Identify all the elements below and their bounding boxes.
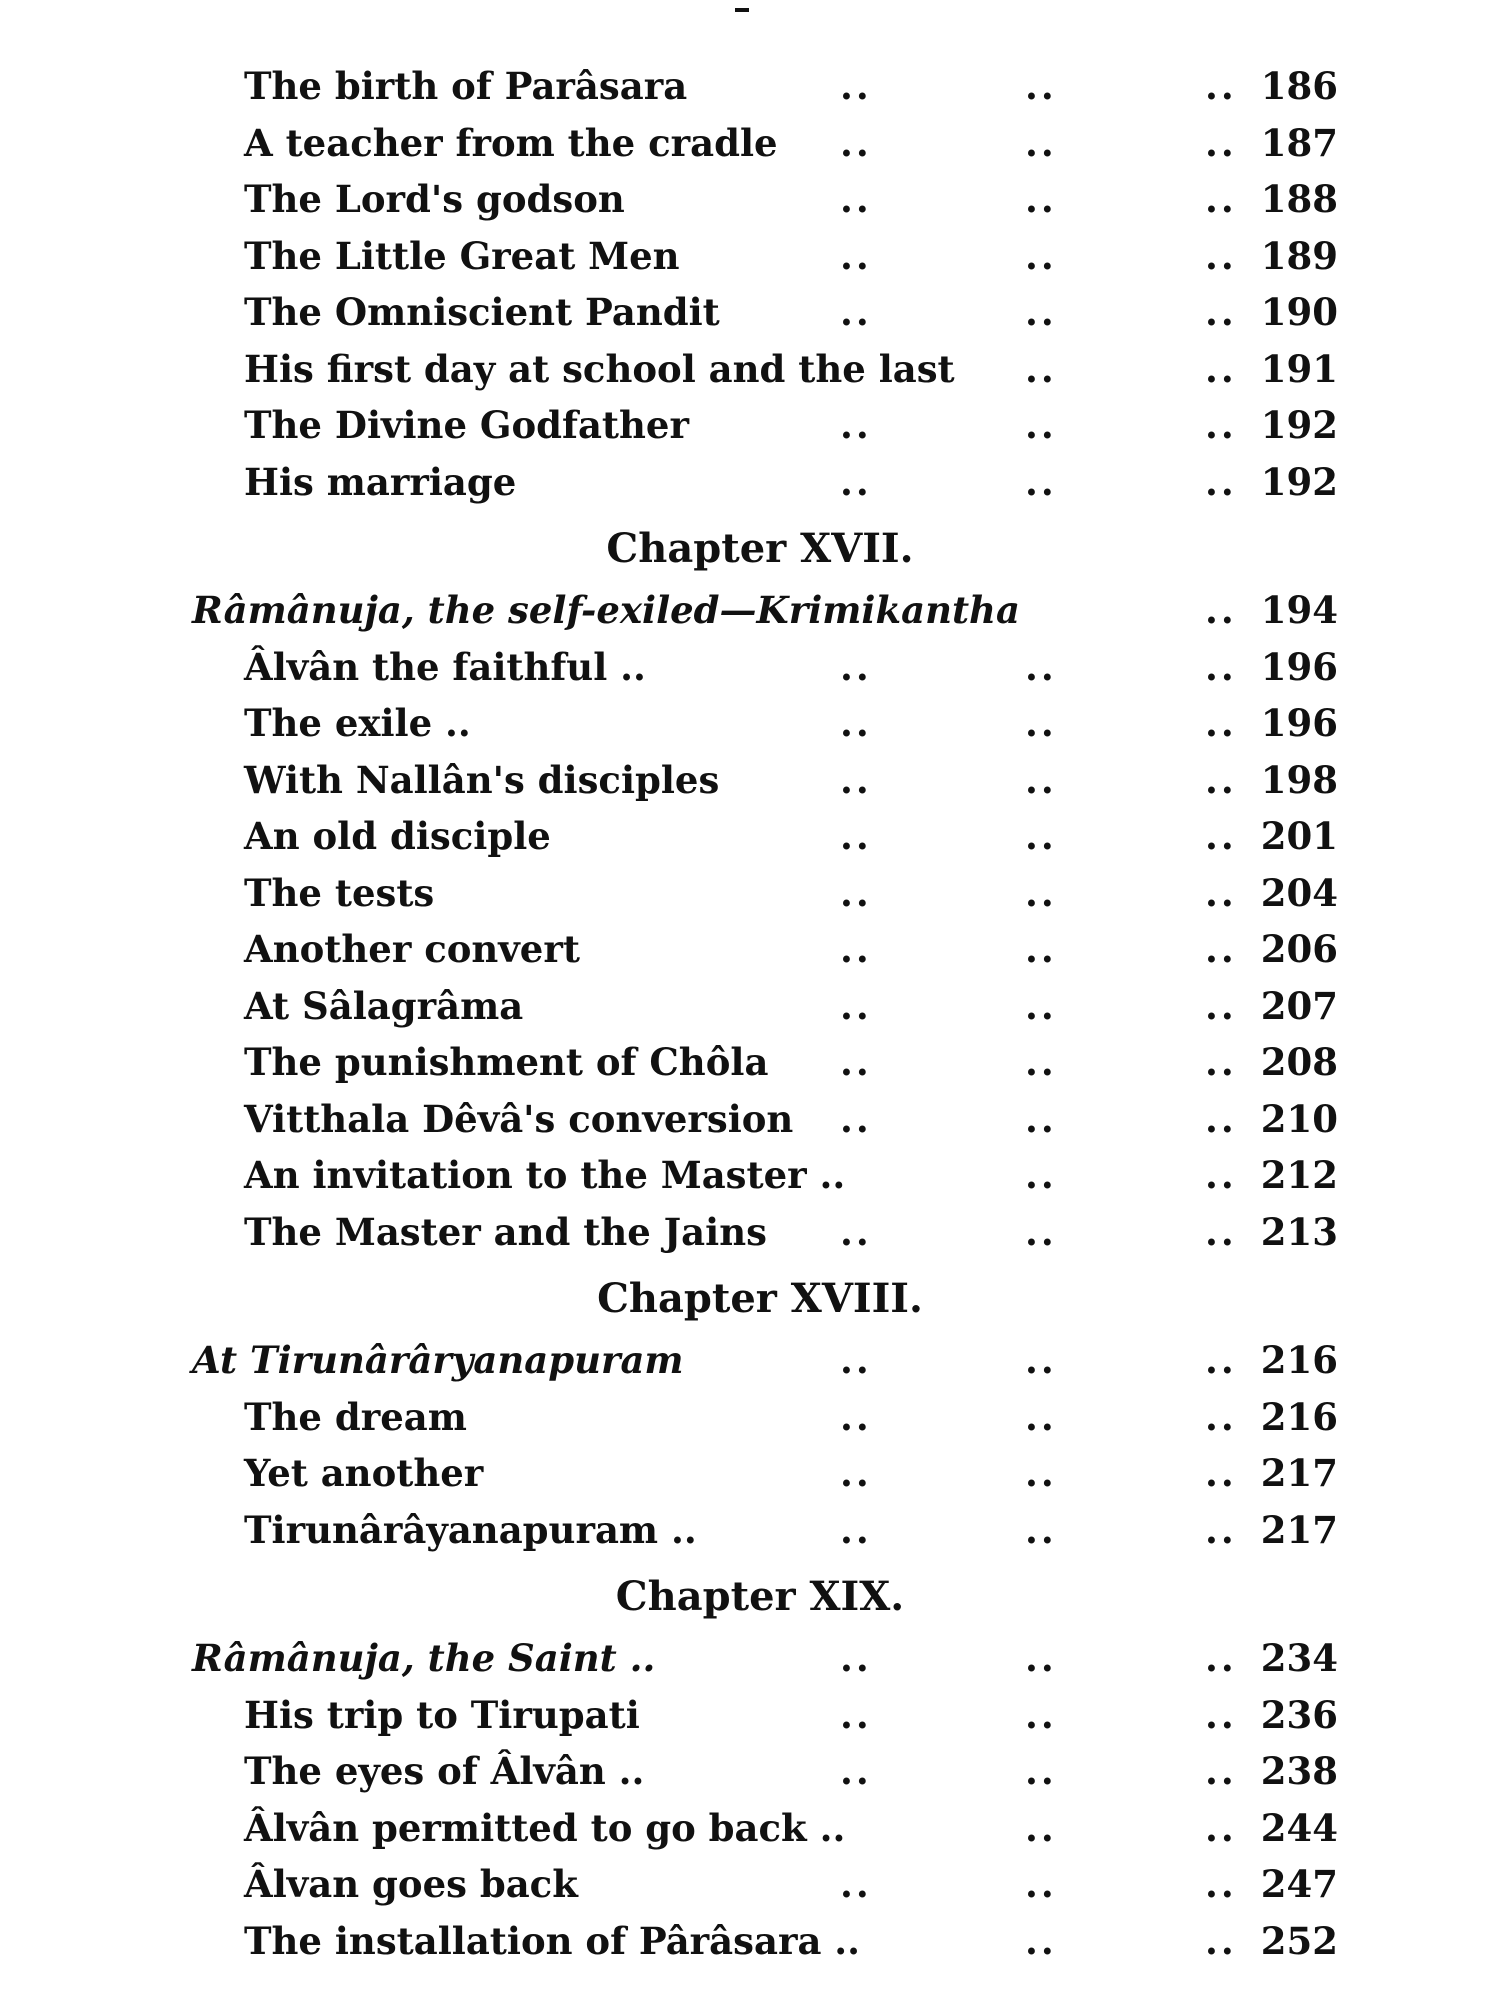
toc-entry-title: The eyes of Âlvân ..	[244, 1749, 645, 1793]
toc-entry-page-number: 234	[1260, 1636, 1338, 1680]
toc-entry-page-number: 192	[1260, 403, 1338, 447]
dot-leaders: .. .. ..	[840, 403, 1237, 447]
toc-entry-title: The Little Great Men	[244, 233, 680, 278]
toc-entry-page-number: 188	[1260, 177, 1338, 221]
toc-entry-page-number: 213	[1260, 1209, 1338, 1254]
toc-entry[interactable]	[0, 284, 1500, 341]
toc-entry-page-number: 187	[1260, 120, 1338, 165]
toc-entry-title: The birth of Parâsara	[244, 64, 688, 108]
toc-entry-title: Yet another	[244, 1451, 484, 1495]
dot-leaders: .. .. ..	[840, 701, 1237, 745]
toc-entry[interactable]	[0, 397, 1500, 454]
dot-leaders: .. .. ..	[840, 927, 1237, 971]
toc-entry-page-number: 216	[1260, 1394, 1338, 1439]
toc-entry-page-number: 186	[1260, 64, 1338, 108]
toc-entry[interactable]	[0, 1389, 1500, 1446]
toc-entry[interactable]	[0, 1502, 1500, 1559]
toc-entry-page-number: 216	[1260, 1338, 1338, 1382]
dot-leaders: .. ..	[1025, 346, 1237, 391]
dot-leaders: .. .. ..	[840, 814, 1237, 858]
toc-entry-page-number: 191	[1260, 346, 1338, 391]
toc-entry-page-number: 194	[1260, 588, 1338, 632]
toc-entry-title: Râmânuja, the self-exiled—Krimikantha	[192, 588, 1020, 632]
toc-entry-page-number: 206	[1260, 927, 1338, 971]
toc-entry-page-number: 238	[1260, 1749, 1338, 1793]
toc-entry[interactable]	[0, 865, 1500, 922]
dot-leaders: .. .. ..	[840, 1507, 1237, 1552]
toc-entry-title: The Master and the Jains	[244, 1209, 767, 1254]
dot-leaders: .. .. ..	[840, 233, 1237, 278]
toc-entry-title: The Divine Godfather	[244, 403, 689, 447]
toc-entry[interactable]	[0, 1913, 1500, 1970]
chapter-heading	[0, 510, 1500, 582]
dot-leaders: .. .. ..	[840, 1209, 1237, 1254]
toc-entry[interactable]	[0, 1091, 1500, 1148]
toc-entry-title: Âlvân permitted to go back ..	[244, 1805, 846, 1850]
toc-entry[interactable]	[0, 58, 1500, 115]
dot-leaders: .. .. ..	[840, 1636, 1237, 1680]
toc-entry-title: The tests	[244, 870, 435, 915]
toc-entry-page-number: 244	[1260, 1805, 1338, 1850]
toc-entry-page-number: 192	[1260, 459, 1338, 504]
toc-entry[interactable]	[0, 1204, 1500, 1261]
dot-leaders: .. .. ..	[840, 757, 1237, 802]
toc-entry-title: Râmânuja, the Saint ..	[192, 1636, 656, 1680]
toc-entry-page-number: 198	[1260, 757, 1338, 802]
dot-leaders: .. .. ..	[840, 1692, 1237, 1737]
table-of-contents	[0, 58, 1500, 1969]
toc-entry-title: Another convert	[244, 927, 580, 971]
chapter-heading	[0, 1260, 1500, 1332]
toc-entry[interactable]	[0, 1630, 1500, 1687]
toc-entry-title: The exile ..	[244, 701, 471, 745]
toc-entry-title: His marriage	[244, 459, 517, 504]
toc-entry-page-number: 201	[1260, 814, 1338, 858]
dot-leaders: .. .. ..	[840, 644, 1237, 689]
dot-leaders: .. .. ..	[840, 1096, 1237, 1141]
toc-entry-page-number: 212	[1260, 1153, 1338, 1197]
dot-leaders: .. .. ..	[840, 177, 1237, 221]
dot-leaders: .. .. ..	[840, 1040, 1237, 1084]
toc-entry[interactable]	[0, 695, 1500, 752]
dot-leaders: ..	[1205, 588, 1237, 632]
toc-entry[interactable]	[0, 639, 1500, 696]
chapter-heading	[0, 1558, 1500, 1630]
toc-entry-title: An old disciple	[244, 814, 551, 858]
toc-entry-page-number: 204	[1260, 870, 1338, 915]
dot-leaders: .. .. ..	[840, 983, 1237, 1028]
toc-entry[interactable]	[0, 1743, 1500, 1800]
toc-entry[interactable]	[0, 978, 1500, 1035]
toc-entry[interactable]	[0, 1445, 1500, 1502]
toc-entry-title: An invitation to the Master ..	[244, 1153, 846, 1197]
toc-entry[interactable]	[0, 228, 1500, 285]
toc-entry-page-number: 196	[1260, 701, 1338, 745]
toc-entry-page-number: 252	[1260, 1918, 1338, 1963]
toc-entry[interactable]	[0, 1034, 1500, 1091]
dot-leaders: .. ..	[1025, 1918, 1237, 1963]
toc-entry-title: Tirunârâyanapuram ..	[244, 1507, 697, 1552]
toc-entry[interactable]	[0, 582, 1500, 639]
toc-entry-title: The dream	[244, 1394, 467, 1439]
dot-leaders: .. .. ..	[840, 1862, 1237, 1906]
toc-entry-page-number: 190	[1260, 290, 1338, 334]
dot-leaders: .. .. ..	[840, 120, 1237, 165]
dot-leaders: .. .. ..	[840, 1394, 1237, 1439]
dot-leaders: .. .. ..	[840, 290, 1237, 334]
toc-entry-title: At Tirunârâryanapuram	[192, 1338, 684, 1382]
toc-entry-page-number: 236	[1260, 1692, 1338, 1737]
toc-entry-title: With Nallân's disciples	[244, 757, 720, 802]
toc-entry-title: The punishment of Chôla	[244, 1040, 769, 1084]
toc-entry[interactable]	[0, 115, 1500, 172]
dot-leaders: .. ..	[1025, 1153, 1237, 1197]
chapter-heading-label: Chapter XIX.	[615, 1573, 905, 1620]
dot-leaders: .. .. ..	[840, 459, 1237, 504]
chapter-heading-label: Chapter XVIII.	[597, 1275, 923, 1322]
toc-entry[interactable]	[0, 1147, 1500, 1204]
toc-entry-title: A teacher from the cradle	[244, 120, 778, 165]
toc-entry-title: Vitthala Dêvâ's conversion	[244, 1096, 794, 1141]
toc-entry[interactable]	[0, 921, 1500, 978]
toc-entry-page-number: 189	[1260, 233, 1338, 278]
toc-entry[interactable]	[0, 1332, 1500, 1389]
toc-entry-page-number: 208	[1260, 1040, 1338, 1084]
toc-entry-page-number: 217	[1260, 1507, 1338, 1552]
dot-leaders: .. ..	[1025, 1805, 1237, 1850]
toc-entry-title: His first day at school and the last	[244, 346, 955, 391]
toc-entry[interactable]	[0, 752, 1500, 809]
toc-entry-page-number: 196	[1260, 644, 1338, 689]
toc-entry[interactable]	[0, 1687, 1500, 1744]
toc-entry[interactable]	[0, 1800, 1500, 1857]
dot-leaders: .. .. ..	[840, 1451, 1237, 1495]
toc-entry-page-number: 217	[1260, 1451, 1338, 1495]
dot-leaders: .. .. ..	[840, 1338, 1237, 1382]
toc-entry[interactable]	[0, 171, 1500, 228]
toc-entry-title: Âlvan goes back	[244, 1862, 578, 1906]
dot-leaders: .. .. ..	[840, 870, 1237, 915]
toc-entry-title: His trip to Tirupati	[244, 1692, 640, 1737]
toc-entry-title: Âlvân the faithful ..	[244, 644, 646, 689]
toc-entry-title: The Lord's godson	[244, 177, 625, 221]
toc-entry-page-number: 210	[1260, 1096, 1338, 1141]
toc-entry-page-number: 247	[1260, 1862, 1338, 1906]
toc-entry-page-number: 207	[1260, 983, 1338, 1028]
toc-entry[interactable]	[0, 454, 1500, 511]
top-mark	[735, 8, 749, 12]
toc-entry[interactable]	[0, 1856, 1500, 1913]
toc-entry-title: The installation of Pârâsara ..	[244, 1918, 861, 1963]
toc-entry-title: At Sâlagrâma	[244, 983, 524, 1028]
toc-entry[interactable]	[0, 341, 1500, 398]
dot-leaders: .. .. ..	[840, 64, 1237, 108]
toc-entry-title: The Omniscient Pandit	[244, 290, 720, 334]
toc-entry[interactable]	[0, 808, 1500, 865]
chapter-heading-label: Chapter XVII.	[606, 525, 914, 572]
dot-leaders: .. .. ..	[840, 1749, 1237, 1793]
